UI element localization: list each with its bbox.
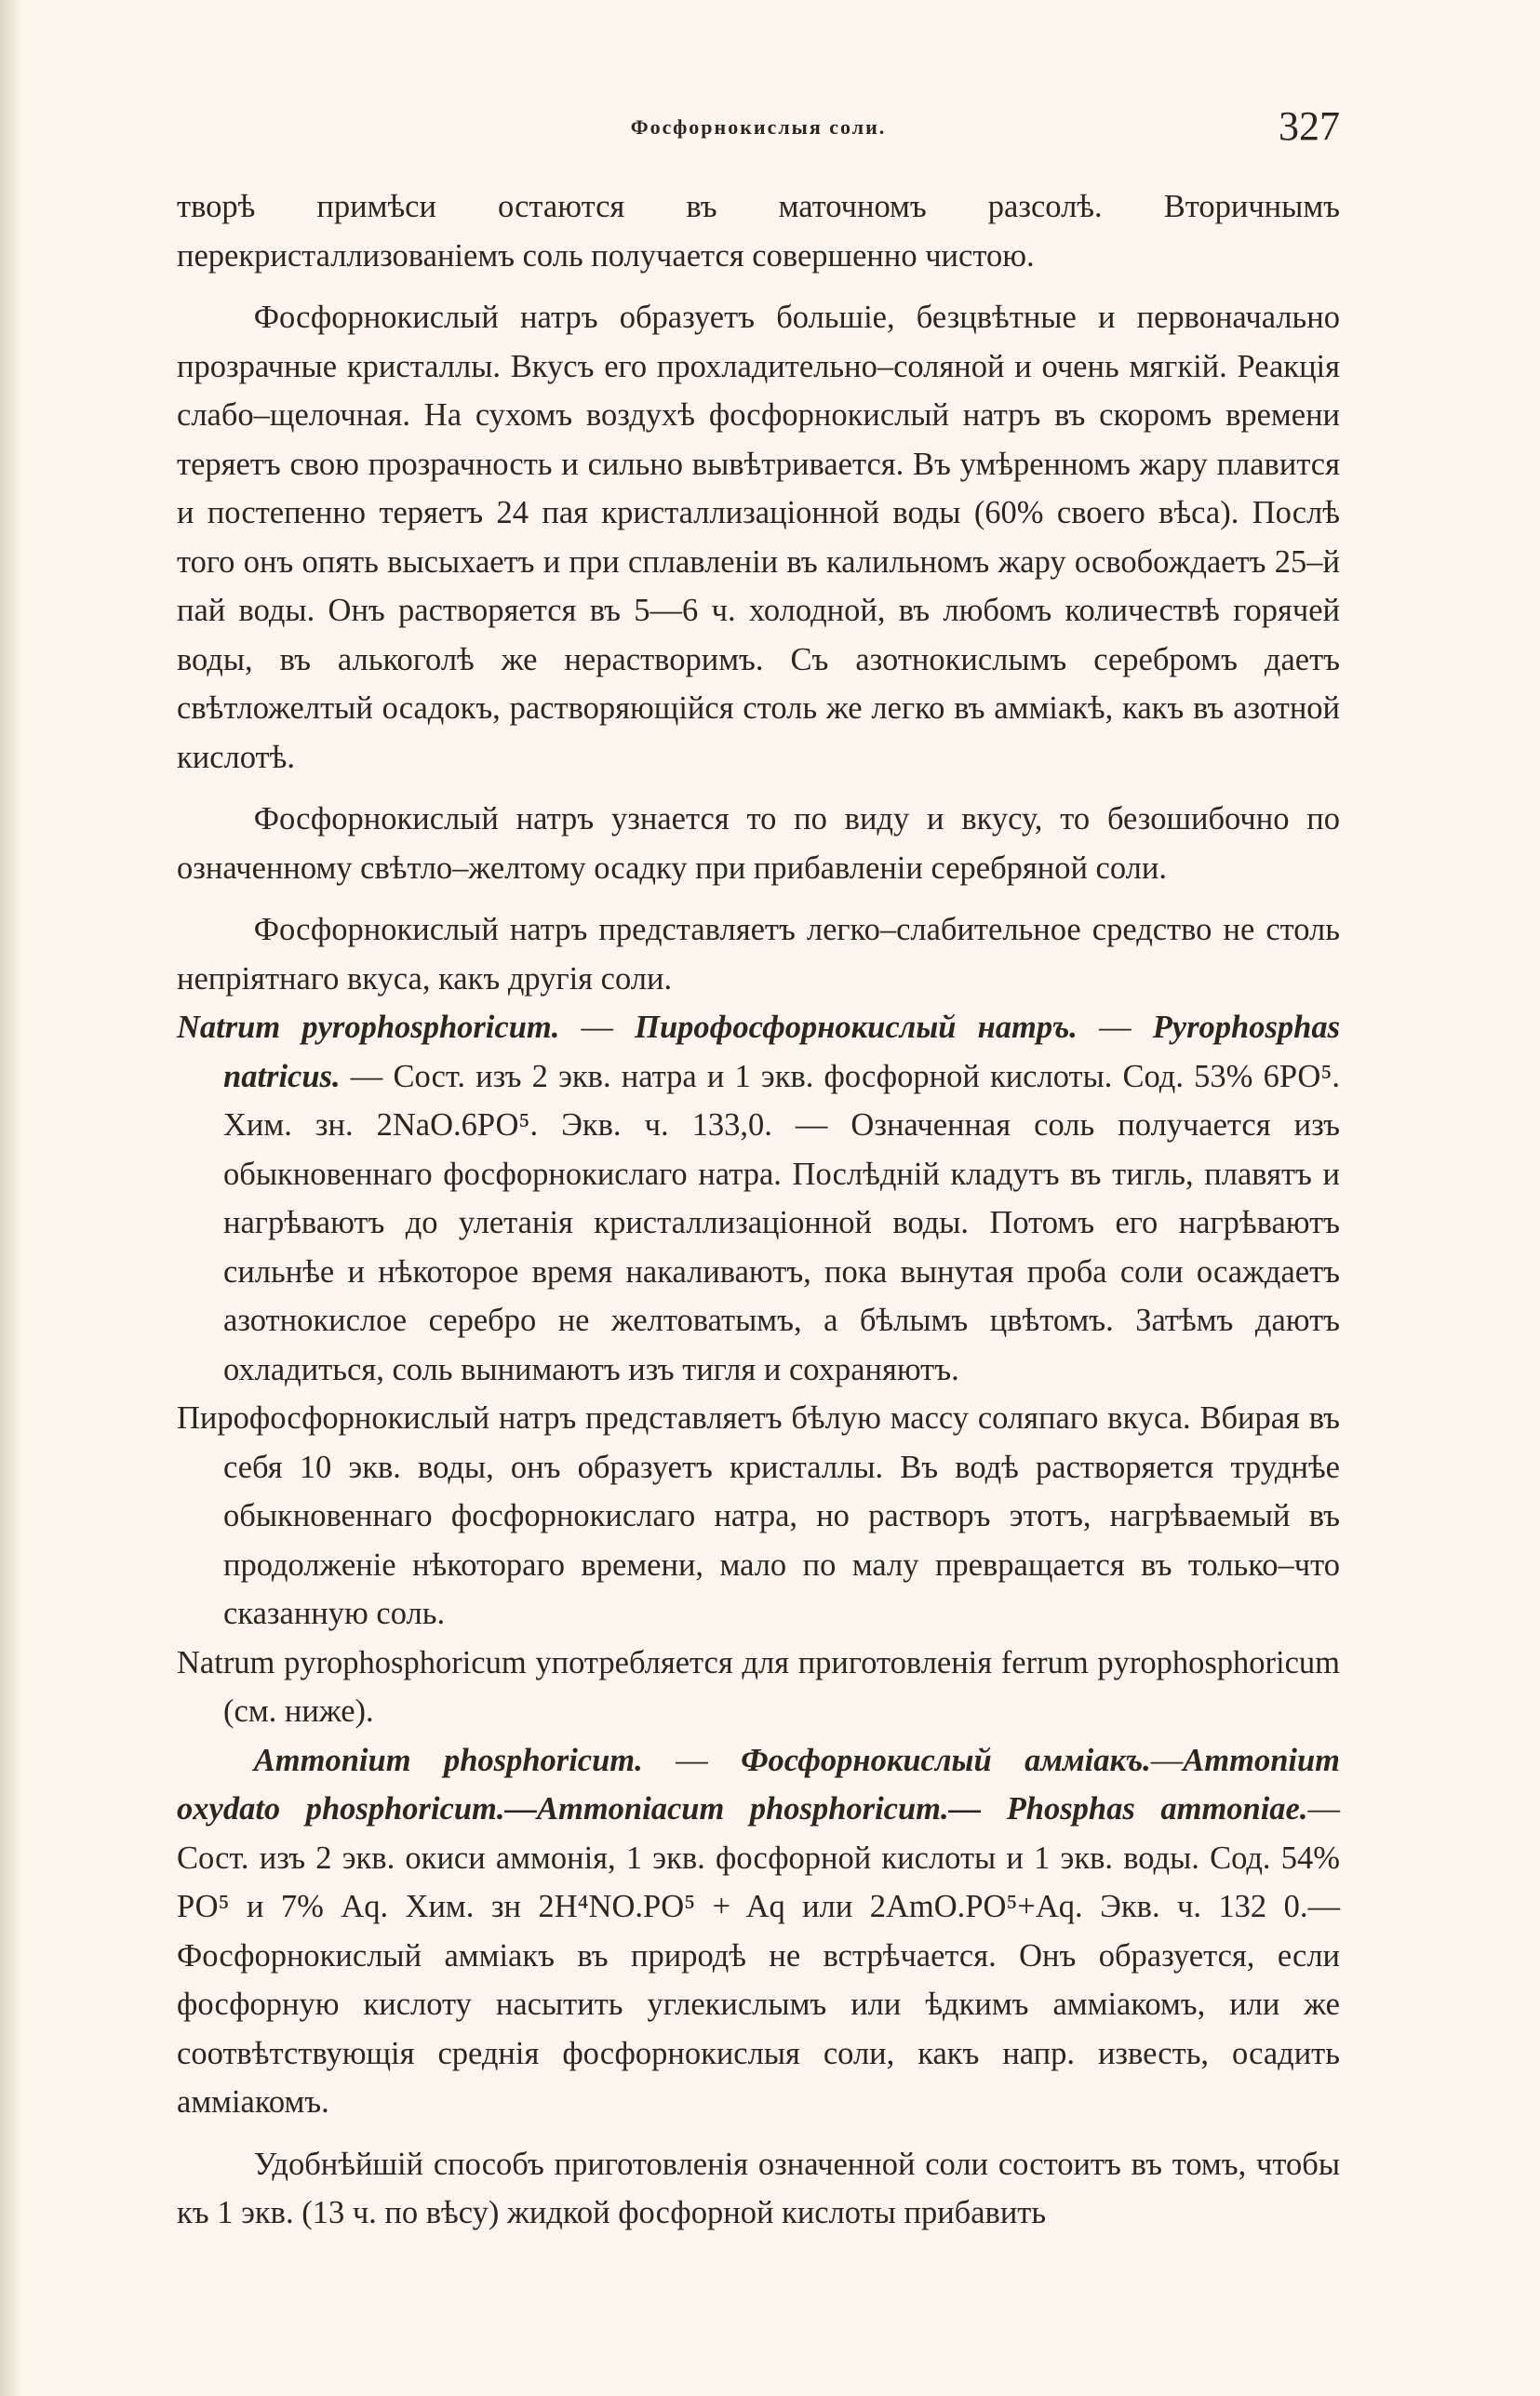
entry-natrum-pyrophosphoricum (177, 1003, 1340, 1394)
entry-latin-name: Natrum pyrophosphoricum. (177, 1010, 560, 1045)
page-body (177, 182, 1340, 2238)
entry-russian-name: Фосфорнокислый амміакъ. (741, 1742, 1151, 1778)
entry-body: — Сост. изъ 2 экв. натра и 1 экв. фосфорной кислоты. Сод. 53% 6РО⁵. Хим. зн. 2NaO.6РО⁵. Экв. ч. 133,0. — Означенная соль получается изъ обыкновеннаго фосфорнокислаго натра. Послѣдній кладутъ въ тигль, плавятъ и нагрѣваютъ до улетанія кристаллизаціонной воды. Потомъ его нагрѣваютъ сильнѣе и нѣкоторое время накаливаютъ, пока вынутая проба соли осаждаетъ азотнокислое серебро не желтоватымъ, а бѣлымъ цвѣтомъ. Затѣмъ даютъ охладиться, соль вынимаютъ изъ тигля и сохраняютъ. (223, 1058, 1340, 1387)
page-number: 327 (1279, 103, 1340, 149)
page-header (177, 102, 1340, 158)
entry-separator: — (1150, 1742, 1184, 1778)
entry-separator: — (642, 1742, 742, 1778)
entry-latin-name: Ammonium phosphoricum. (253, 1742, 643, 1778)
entry-latin-synonyms: Pyrophosphas natricus. (223, 1010, 1340, 1094)
paragraph-pyro-properties: Пирофосфорнокислый натръ представляетъ бѣлую массу соляпаго вкуса. Вбирая въ себя 10 экв. воды, онъ образуетъ кристаллы. Въ водѣ растворяется труднѣе обыкновеннаго фосфорнокислаго натра, но растворъ этотъ, нагрѣваемый въ продолженіе нѣкотораго времени, мало по малу превращается въ только–что сказанную соль. (177, 1400, 1340, 1631)
entry-ammonium-phosphoricum (177, 1736, 1340, 2127)
entry-russian-name: Пирофосфорнокислый натръ. (635, 1010, 1078, 1045)
paragraph-properties: Фосфорнокислый натръ образуетъ большіе, безцвѣтные и первоначально прозрачные кристаллы. Вкусъ его прохладительно–соляной и очень мягкій. Реакція слабо–щелочная. На сухомъ воздухѣ фосфорнокислый натръ въ скоромъ времени теряетъ свою прозрачность и сильно вывѣтривается. Въ умѣренномъ жару плавится и постепенно теряетъ 24 пая кристаллизаціонной воды (60% своего вѣса). Послѣ того онъ опять высыхаетъ и при сплавленіи въ калильномъ жару освобождаетъ 25–й пай воды. Онъ растворяется въ 5—6 ч. холодной, въ любомъ количествѣ горячей воды, въ алькоголѣ же нерастворимъ. Съ азотнокислымъ серебромъ даетъ свѣтложелтый осадокъ, растворяющійся столь же легко въ амміакѣ, какъ въ азотной кислотѣ. (177, 300, 1340, 775)
paragraph-continuation: творѣ примѣси остаются въ маточномъ разсолѣ. Вторичнымъ перекристаллизованіемъ соль получается совершенно чистою. (177, 189, 1340, 274)
paragraph-usage: Фосфорнокислый натръ представляетъ легко–слабительное средство не столь непріятнаго вкуса, какъ другія соли. (177, 912, 1340, 997)
entry-separator: — (1077, 1010, 1153, 1045)
paragraph-preparation: Удобнѣйшій способъ приготовленія означенной соли состоитъ въ томъ, чтобы къ 1 экв. (13 ч. по вѣсу) жидкой фосфорной кислоты прибавить (177, 2146, 1340, 2230)
entry-separator: — (559, 1010, 636, 1045)
page-edge-shadow (0, 0, 22, 2396)
entry-latin-synonyms: Ammonium oxydato phosphoricum.—Ammoniacum phosphoricum.— Phosphas ammoniae. (177, 1742, 1340, 1827)
running-title: Фосфорнокислыя соли. (630, 115, 887, 139)
paragraph-pyro-usage: Natrum pyrophosphoricum употребляется для приготовленія ferrum pyrophosphoricum (см. ниже). (177, 1644, 1340, 1729)
paragraph-identification: Фосфорнокислый натръ узнается то по виду и вкусу, то безошибочно по означенному свѣтло–желтому осадку при прибавленіи серебряной соли. (177, 801, 1340, 886)
entry-body: —Сост. изъ 2 экв. окиси аммонія, 1 экв. фосфорной кислоты и 1 экв. воды. Сод. 54% РО⁵ и 7% Aq. Хим. зн 2H⁴NO.PO⁵ + Aq или 2AmO.PO⁵+Aq. Экв. ч. 132 0.—Фосфорнокислый амміакъ въ природѣ не встрѣчается. Онъ образуется, если фосфорную кислоту насытить углекислымъ или ѣдкимъ амміакомъ, или же соотвѣтствующія среднія фосфорнокислыя соли, какъ напр. известь, осадить амміакомъ. (177, 1791, 1340, 2120)
